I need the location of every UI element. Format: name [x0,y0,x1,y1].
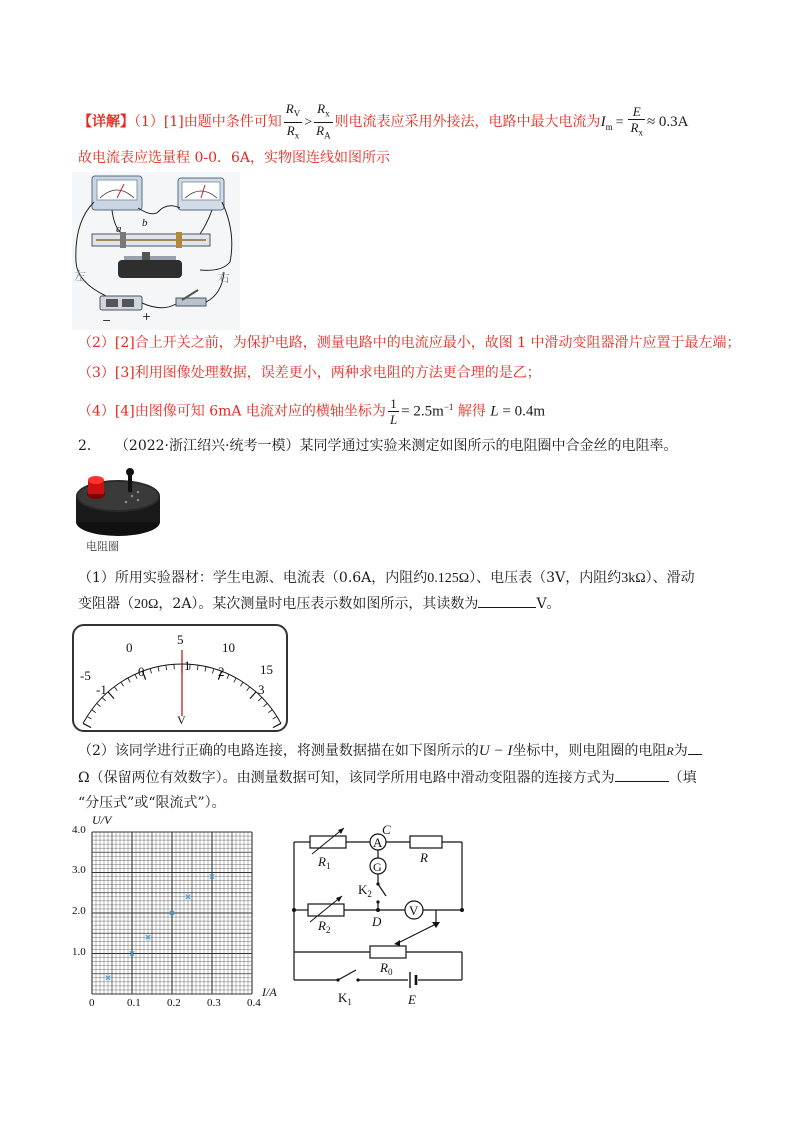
circuit-label-d: D [372,914,382,929]
photo-label-left: 左 [74,269,87,283]
solution-part1-text: （1）[1]由题中条件可知 [134,114,282,131]
circuit-label-r0: $R_0$ [380,960,393,977]
meter-tick [102,697,106,701]
meter-tick [263,703,267,706]
chart-y-tick-1: 1.0 [72,946,86,958]
fraction-rx-ra: $\frac{R_x}{R_A}$ [316,101,331,141]
chart-y-tick-3: 3.0 [72,864,86,876]
apparatus-photo [72,172,240,330]
meter-tick [273,716,277,719]
meter-scale [74,626,286,730]
voltmeter-dial [72,624,288,732]
fraction-one-over-l: $\frac{1}{L}$ [389,396,398,428]
meter-bottom-label-5: 3 [258,682,265,697]
meter-tick [97,703,101,706]
inverse-l-value: = 2.5m [401,403,444,420]
meter-tick [150,669,151,674]
length-symbol: L [490,403,499,420]
meter-tick [212,669,213,674]
circuit-label-g: G [373,860,382,874]
fraction-e-rx: $\frac{E}{R_x}$ [630,103,643,138]
meter-tick [258,697,262,701]
meter-top-label-1: -5 [80,668,91,683]
circuit-label-e: E [408,992,416,1007]
meter-tick [273,723,281,727]
chart-x-tick-2: 0.2 [167,997,181,1009]
meter-tick [92,710,96,713]
meter-top-label-2: 0 [126,640,133,655]
meter-tick [205,667,206,672]
meter-tick [108,692,114,699]
circuit-label-k1: $K_1$ [338,990,352,1007]
solution-line-5: （4）[4]由图像可知 6mA 电流对应的横轴坐标为 $\frac{1}{L}$ = $2.5m^{-1}$ 解得 L = 0.4m [78,396,546,428]
solution-label: 【详解】 [78,114,134,131]
q2-stem: （2022·浙江绍兴·统考一模）某同学通过实验来测定如图所示的电阻圈中合金丝的电阻率。 [114,438,678,454]
q2-sub2-line1: （2）该同学进行正确的电路连接，将测量数据描在如下图所示的U − I坐标中，则电阻圈的电阻R为 [78,741,702,761]
meter-unit: V [177,713,186,727]
circuit-svg [286,822,476,1012]
resistor-coil-photo [72,458,164,554]
q2-sub1-line2: 变阻器（20Ω，2A）。某次测量时电压表示数如图所示，其读数为 V。 [78,596,561,612]
chart-x-tick-1: 0.1 [127,997,141,1009]
chart-origin-label: 0 [89,997,95,1009]
fraction-rv-rx: $\frac{R_V}{R_x}$ [285,101,301,141]
photo-label-b: b [142,217,148,229]
solution-line-2: 故电流表应选量程 0-0．6A，实物图连线如图所示 [78,150,391,166]
solution-part4-text: （4）[4]由图像可知 6mA 电流对应的横轴坐标为 [78,403,386,420]
gt-sign: > [304,115,313,131]
chart-x-axis-label: I/A [262,985,277,999]
meter-tick [83,723,91,727]
circuit-label-r: R [420,850,428,865]
q2-sub2-line3: “分压式”或“限流式”）。 [78,795,226,811]
q2-sub1-line1: （1）所用实验器材：学生电源、电流表（0.6A，内阻约0.125Ω）、电压表（3V，内阻约3kΩ）、滑动 [78,570,695,586]
u-i-chart [60,812,292,1012]
photo-label-minus: − [102,314,112,327]
q2-sub2-line2: Ω（保留两位有效数字）。由测量数据可知，该同学所用电路中滑动变阻器的连接方式为 （填 [78,770,697,786]
meter-tick [135,674,137,679]
solution-part1-text-b: 则电流表应采用外接法，电路中最大电流为 [334,114,601,131]
meter-bottom-label-4: 2 [218,664,225,679]
meter-top-label-4: 10 [222,640,235,655]
circuit-diagram [286,822,476,1012]
meter-tick [121,682,124,686]
photo-label-a: a [116,223,122,235]
u-i-chart-svg [60,812,292,1012]
meter-bottom-label-1: -1 [96,682,107,697]
meter-tick [227,674,229,679]
photo-label-right: 右 [218,271,231,285]
meter-tick [166,665,167,670]
answer-blank-voltage[interactable] [478,607,536,608]
circuit-label-ammeter: A [373,835,383,850]
meter-tick [268,710,272,713]
chart-x-tick-3: 0.3 [207,997,221,1009]
meter-tick [87,716,91,719]
meter-bottom-label-2: 0 [138,664,145,679]
chart-x-tick-4: 0.4 [247,997,261,1009]
circuit-label-c: C [382,822,391,837]
meter-tick [128,678,130,682]
chart-y-tick-2: 2.0 [72,905,86,917]
im-symbol: I [600,114,606,131]
approx-value: ≈ 0.3A [646,114,689,131]
circuit-label-r1: $R_1$ [318,854,331,871]
meter-tick [240,682,243,686]
photo-label-plus: + [142,310,152,323]
solution-line-4: （3）[3]利用图像处理数据，误差更小，两种求电阻的方法更合理的是乙； [78,365,541,381]
meter-top-label-3: 5 [177,632,184,647]
solution-line-1: 【详解】（1）[1]由题中条件可知 $\frac{R_V}{R_x}$ > $\frac{R_x}{R_A}$ 则电流表应采用外接法，电路中最大电流为$I_m$ = $\frac{E}{R_x}$ ≈ 0.3A [78,101,689,145]
circuit-label-k2: $K_2$ [358,882,372,899]
meter-bottom-label-3: 1 [184,658,191,673]
solution-line-3: （2）[2]合上开关之前，为保护电路，测量电路中的电流应最小，故图 1 中滑动变阻器滑片应置于最左端； [78,335,741,351]
length-value: = 0.4m [498,403,546,420]
resistor-coil-caption: 电阻圈 [86,540,119,553]
resistor-coil-illustration [72,458,164,540]
answer-blank-resistance[interactable] [688,754,702,755]
meter-tick [247,687,250,691]
answer-blank-connection[interactable] [615,781,669,782]
apparatus-illustration [72,172,240,330]
chart-y-axis-label: U/V [92,813,112,827]
meter-tick [197,665,198,670]
circuit-label-v: V [409,903,419,918]
meter-tick [158,667,159,672]
q2-stem-line [78,436,677,456]
meter-tick [250,692,256,699]
meter-tick [114,687,117,691]
meter-top-label-5: 15 [260,662,273,677]
q2-number: 2． [78,438,101,454]
circuit-label-r2: $R_2$ [318,918,331,935]
meter-tick [234,678,236,682]
chart-y-tick-4: 4.0 [72,824,86,836]
